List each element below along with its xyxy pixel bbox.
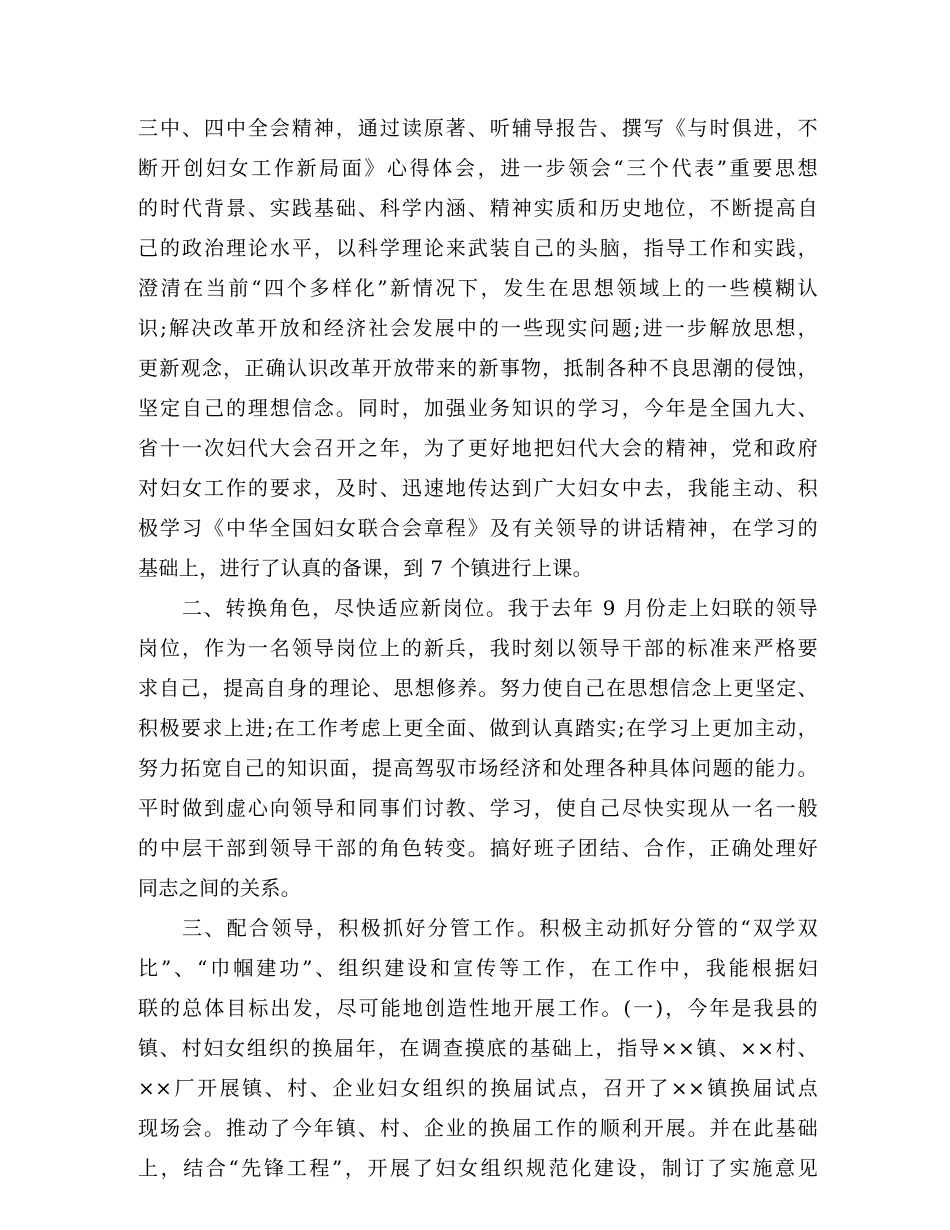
text-line: 三中、四中全会精神，通过读原著、听辅导报告、撰写《与时俱进，不 — [138, 116, 818, 140]
text-line: 岗位，作为一名领导岗位上的新兵，我时刻以领导干部的标准来严格要 — [138, 636, 818, 660]
paragraph-end-line: 基础上，进行了认真的备课，到 7 个镇进行上课。 — [138, 556, 594, 580]
text-line: 比”、“巾帼建功”、组织建设和宣传等工作，在工作中，我能根据妇 — [138, 956, 818, 980]
text-line: 己的政治理论水平，以科学理论来武装自己的头脑，指导工作和实践， — [138, 236, 818, 260]
text-line: 平时做到虚心向领导和同事们讨教、学习，使自己尽快实现从一名一般 — [138, 796, 818, 820]
text-line: 的时代背景、实践基础、科学内涵、精神实质和历史地位，不断提高自 — [138, 196, 818, 220]
paragraph-start-line: 二、转换角色，尽快适应新岗位。我于去年 9 月份走上妇联的领导 — [182, 596, 818, 620]
text-line: 识;解决改革开放和经济社会发展中的一些现实问题;进一步解放思想， — [138, 316, 818, 340]
text-line: 省十一次妇代大会召开之年，为了更好地把妇代大会的精神，党和政府 — [138, 436, 818, 460]
text-line: 澄清在当前“四个多样化”新情况下，发生在思想领域上的一些模糊认 — [138, 276, 818, 300]
text-line: 断开创妇女工作新局面》心得体会，进一步领会“三个代表”重要思想 — [138, 156, 818, 180]
text-line: 积极要求上进;在工作考虑上更全面、做到认真踏实;在学习上更加主动， — [138, 716, 818, 740]
text-line: 坚定自己的理想信念。同时，加强业务知识的学习，今年是全国九大、 — [138, 396, 818, 420]
text-line: 镇、村妇女组织的换届年，在调查摸底的基础上，指导××镇、××村、 — [138, 1036, 818, 1060]
text-line: 努力拓宽自己的知识面，提高驾驭市场经济和处理各种具体问题的能力。 — [138, 756, 818, 780]
text-line: 极学习《中华全国妇女联合会章程》及有关领导的讲话精神，在学习的 — [138, 516, 818, 540]
text-line: 更新观念，正确认识改革开放带来的新事物，抵制各种不良思潮的侵蚀， — [138, 356, 818, 380]
text-line: 对妇女工作的要求，及时、迅速地传达到广大妇女中去，我能主动、积 — [138, 476, 818, 500]
text-line: 求自己，提高自身的理论、思想修养。努力使自己在思想信念上更坚定、 — [138, 676, 818, 700]
text-line: ××厂开展镇、村、企业妇女组织的换届试点，召开了××镇换届试点 — [138, 1076, 818, 1100]
text-line: 现场会。推动了今年镇、村、企业的换届工作的顺利开展。并在此基础 — [138, 1116, 818, 1140]
text-line: 上，结合“先锋工程”，开展了妇女组织规范化建设，制订了实施意见 — [138, 1156, 818, 1180]
text-line: 联的总体目标出发，尽可能地创造性地开展工作。(一)，今年是我县的 — [138, 996, 818, 1020]
paragraph-start-line: 三、配合领导，积极抓好分管工作。积极主动抓好分管的“双学双 — [182, 916, 818, 940]
paragraph-end-line: 同志之间的关系。 — [138, 876, 302, 900]
text-line: 的中层干部到领导干部的角色转变。搞好班子团结、合作，正确处理好 — [138, 836, 818, 860]
